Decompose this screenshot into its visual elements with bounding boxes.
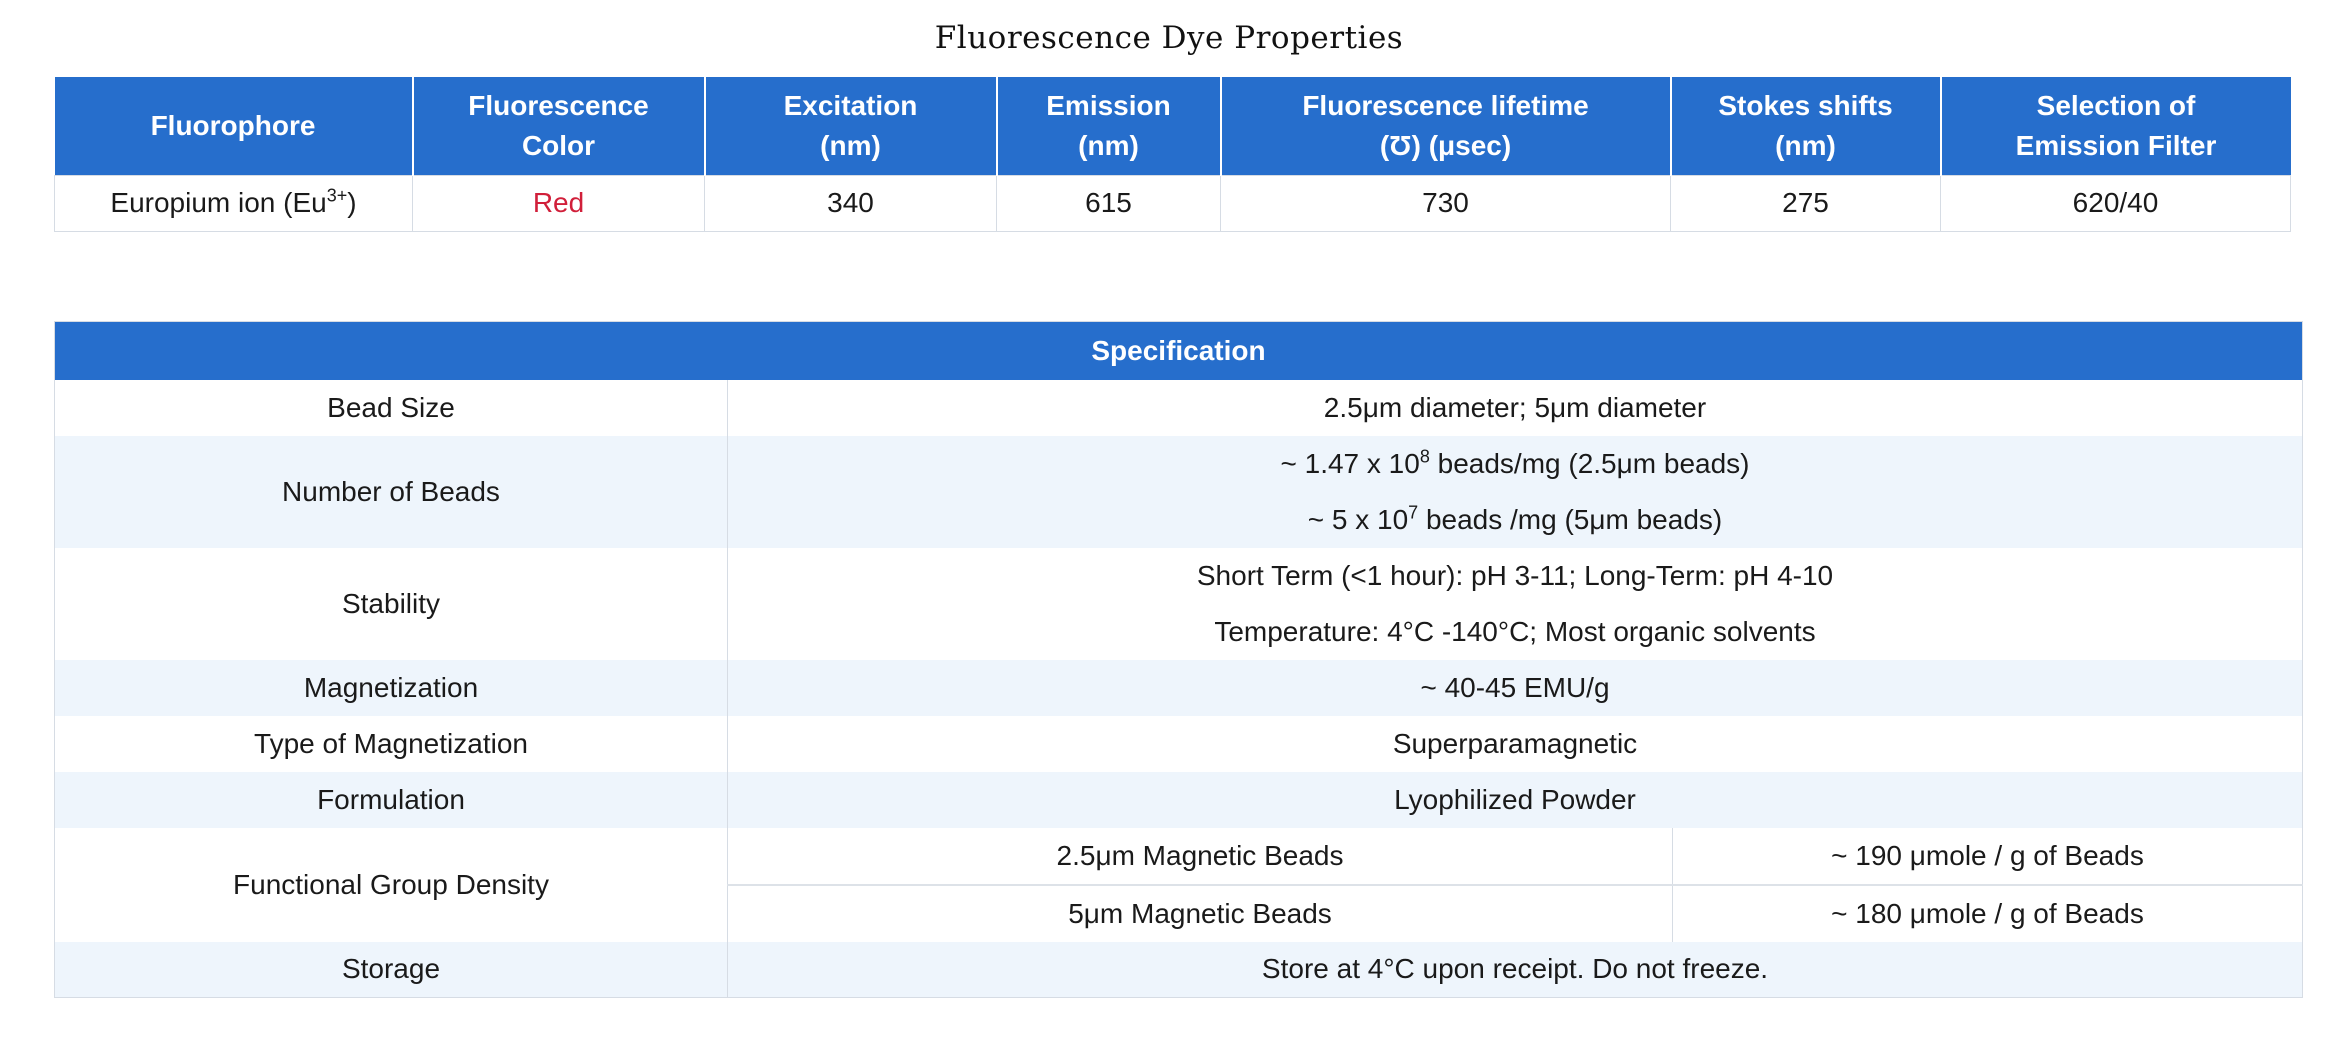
cell-stokes-shift: 275 bbox=[1671, 175, 1941, 231]
spec-value: Store at 4°C upon receipt. Do not freeze. bbox=[728, 942, 2303, 998]
fgd-bead-type: 5μm Magnetic Beads bbox=[728, 885, 1673, 942]
spec-row-type-of-magnetization bbox=[55, 716, 2303, 772]
beads-line-1: ~ 1.47 x $10^8$ beads/mg (2.5μm beads) bbox=[1280, 446, 1750, 479]
header-fluorescence-lifetime: Fluorescence lifetime (Ʊ) (μsec) bbox=[1221, 77, 1671, 175]
spec-label: Formulation bbox=[55, 772, 728, 828]
header-fluorescence-color: Fluorescence Color bbox=[413, 77, 705, 175]
spec-value: 2.5μm diameter; 5μm diameter bbox=[728, 380, 2303, 436]
header-emission-filter: Selection of Emission Filter bbox=[1941, 77, 2291, 175]
spec-row-stability bbox=[55, 548, 2303, 660]
spec-row-storage bbox=[55, 942, 2303, 998]
spec-label: Type of Magnetization bbox=[55, 716, 728, 772]
spec-value: Superparamagnetic bbox=[728, 716, 2303, 772]
spec-row-functional-group-density bbox=[55, 828, 2303, 885]
spec-label: Stability bbox=[55, 548, 728, 660]
fgd-value: ~ 180 μmole / g of Beads bbox=[1673, 885, 2303, 942]
spec-value bbox=[728, 548, 2303, 660]
spec-header: Specification bbox=[55, 322, 2303, 380]
cell-fluorescence-color: Red bbox=[413, 175, 705, 231]
spec-value bbox=[728, 436, 2303, 548]
cell-excitation: 340 bbox=[705, 175, 997, 231]
beads-line-2: ~ 5 x $10^7$ beads /mg (5μm beads) bbox=[1307, 502, 1723, 535]
cell-emission: 615 bbox=[997, 175, 1221, 231]
spec-row-number-of-beads bbox=[55, 436, 2303, 548]
cell-lifetime: 730 bbox=[1221, 175, 1671, 231]
dye-table-row bbox=[55, 175, 2291, 231]
spec-label: Number of Beads bbox=[55, 436, 728, 548]
header-emission: Emission (nm) bbox=[997, 77, 1221, 175]
spec-label: Functional Group Density bbox=[55, 828, 728, 942]
dye-table-header-row bbox=[55, 77, 2291, 175]
spec-value: Lyophilized Powder bbox=[728, 772, 2303, 828]
dye-properties-table bbox=[54, 77, 2291, 232]
stability-line-2: Temperature: 4°C -140°C; Most organic solvents bbox=[1214, 615, 1816, 647]
spec-label: Storage bbox=[55, 942, 728, 998]
header-fluorophore: Fluorophore bbox=[55, 77, 413, 175]
fgd-value: ~ 190 μmole / g of Beads bbox=[1673, 828, 2303, 885]
fgd-bead-type: 2.5μm Magnetic Beads bbox=[728, 828, 1673, 885]
spec-row-magnetization bbox=[55, 660, 2303, 716]
page-title: Fluorescence Dye Properties bbox=[934, 20, 1404, 56]
header-excitation: Excitation (nm) bbox=[705, 77, 997, 175]
stability-line-1: Short Term (<1 hour): pH 3-11; Long-Term: pH 4-10 bbox=[1196, 559, 1834, 591]
spec-label: Bead Size bbox=[55, 380, 728, 436]
spec-header-row bbox=[55, 322, 2303, 380]
cell-fluorophore: Europium ion $(Eu^{3+})$ bbox=[55, 175, 413, 231]
spec-label: Magnetization bbox=[55, 660, 728, 716]
spec-value: ~ 40-45 EMU/g bbox=[728, 660, 2303, 716]
spec-row-formulation bbox=[55, 772, 2303, 828]
cell-emission-filter: 620/40 bbox=[1941, 175, 2291, 231]
spec-row-bead-size bbox=[55, 380, 2303, 436]
header-stokes-shifts: Stokes shifts (nm) bbox=[1671, 77, 1941, 175]
specification-table bbox=[54, 321, 2303, 998]
